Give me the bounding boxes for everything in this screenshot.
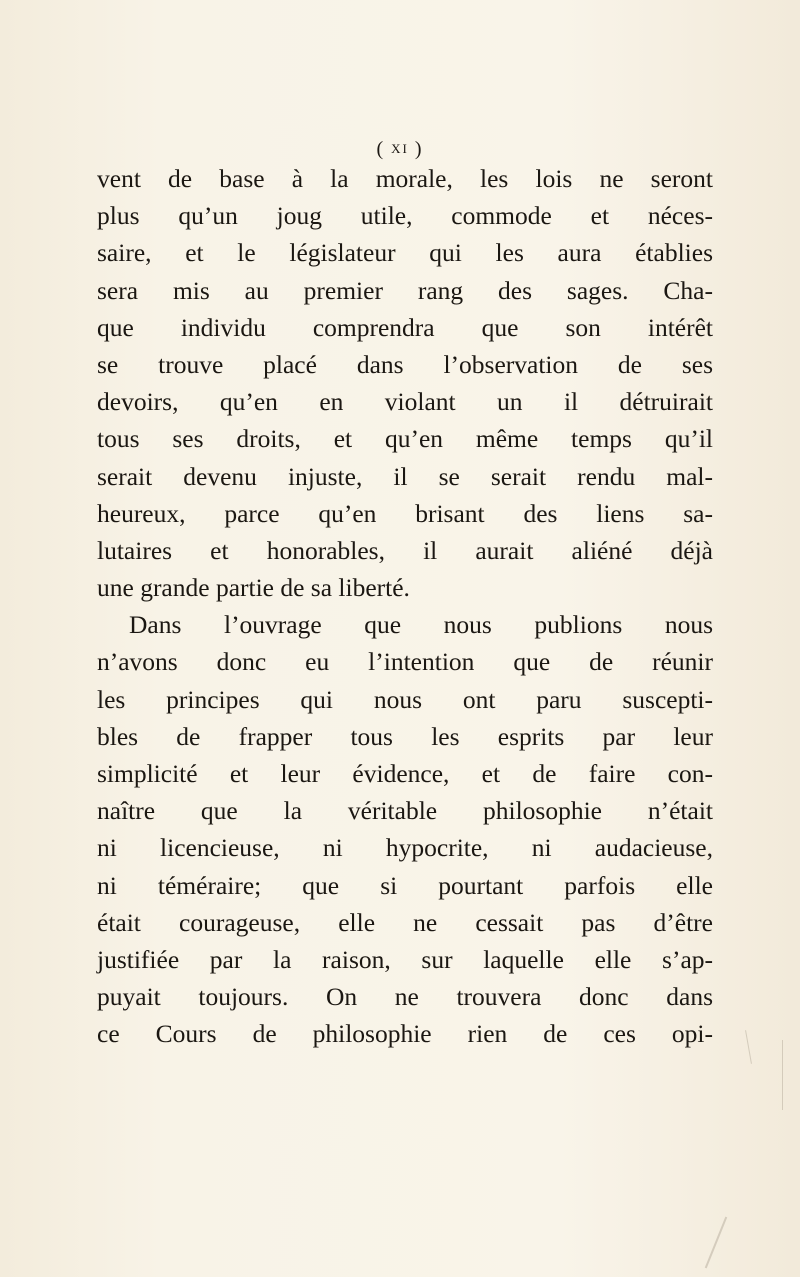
text-line: était courageuse, elle ne cessait pas d’être: [97, 907, 713, 937]
text-line: ni licencieuse, ni hypocrite, ni audacieuse,: [97, 833, 713, 863]
paragraph-end-line: une grande partie de sa liberté.: [97, 573, 410, 603]
text-line: devoirs, qu’en en violant un il détruirait: [97, 387, 713, 417]
text-line: plus qu’un joug utile, commode et néces-: [97, 201, 713, 231]
paper-mark: [745, 1030, 752, 1064]
page-number-close-paren: ): [414, 138, 424, 160]
text-line: naître que la véritable philosophie n’était: [97, 796, 713, 826]
text-line: sera mis au premier rang des sages. Cha-: [97, 275, 713, 305]
text-line: saire, et le législateur qui les aura établies: [97, 238, 713, 268]
page-number-open-paren: (: [376, 138, 386, 160]
text-line: se trouve placé dans l’observation de ses: [97, 349, 713, 379]
text-line: n’avons donc eu l’intention que de réunir: [97, 647, 713, 677]
text-line: vent de base à la morale, les lois ne seront: [97, 164, 713, 193]
page-number: [0, 138, 800, 161]
body-text: [97, 160, 713, 1053]
page-number-value: XI: [391, 141, 409, 156]
text-line: puyait toujours. On ne trouvera donc dans: [97, 982, 713, 1012]
text-line: ni téméraire; que si pourtant parfois elle: [97, 870, 713, 900]
paper-mark: [705, 1217, 727, 1269]
text-line: bles de frapper tous les esprits par leur: [97, 721, 713, 751]
text-line: tous ses droits, et qu’en même temps qu’il: [97, 424, 713, 454]
text-line: ce Cours de philosophie rien de ces opi-: [97, 1019, 713, 1049]
text-line: lutaires et honorables, il aurait aliéné déjà: [97, 535, 713, 565]
text-line: justifiée par la raison, sur laquelle elle s’ap-: [97, 944, 713, 974]
text-line: simplicité et leur évidence, et de faire con-: [97, 759, 713, 788]
paper-mark: [782, 1040, 783, 1110]
paragraph-start-line: Dans l’ouvrage que nous publions nous: [129, 610, 713, 640]
text-line: les principes qui nous ont paru suscepti-: [97, 684, 713, 714]
text-line: serait devenu injuste, il se serait rendu mal-: [97, 461, 713, 491]
text-line: heureux, parce qu’en brisant des liens sa-: [97, 498, 713, 528]
text-line: que individu comprendra que son intérêt: [97, 312, 713, 342]
